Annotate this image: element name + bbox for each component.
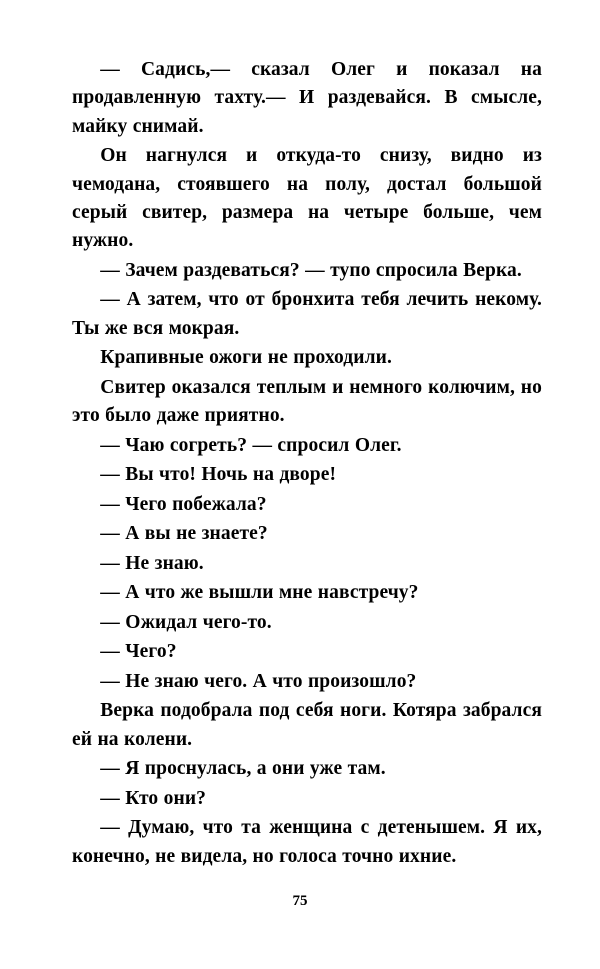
page-number: 75 xyxy=(292,893,308,909)
paragraph: — А вы не знаете? xyxy=(100,523,268,545)
paragraph: — Чаю согреть? — спросил Олег. xyxy=(100,434,402,456)
paragraph: — Зачем раздеваться? — тупо спросила Верка. xyxy=(100,259,522,281)
paragraph: — Не знаю чего. А что произошло? xyxy=(100,670,417,692)
paragraph: — Ожидал чего-то. xyxy=(100,611,272,633)
paragraph: Верка подобрала под себя ноги. Котяра забрался ей на колени. xyxy=(72,700,542,750)
paragraph: — Я проснулась, а они уже там. xyxy=(100,758,386,780)
paragraph: — Думаю, что та женщина с детенышем. Я их, конечно, не видела, но голоса точно ихние. xyxy=(72,817,542,867)
paragraph: — Вы что! Ночь на дворе! xyxy=(100,464,337,486)
paragraph: — Кто они? xyxy=(100,787,207,809)
paragraph: — Чего побежала? xyxy=(100,493,267,515)
page-text-body xyxy=(72,56,542,872)
paragraph: Он нагнулся и откуда-то снизу, видно из чемодана, стоявшего на полу, достал большой серый свитер, размера на четыре больше, чем нужно. xyxy=(72,145,542,252)
paragraph: — А что же вышли мне навстречу? xyxy=(100,582,419,604)
paragraph: — Не знаю. xyxy=(100,552,204,574)
paragraph: Крапивные ожоги не проходили. xyxy=(100,347,392,369)
paragraph: Свитер оказался теплым и немного колючим, но это было даже приятно. xyxy=(72,376,542,427)
paragraph: — Чего? xyxy=(100,641,177,663)
paragraph: — А затем, что от бронхита тебя лечить некому. Ты же вся мокрая. xyxy=(72,289,542,339)
paragraph: — Садись,— сказал Олег и показал на продавленную тахту.— И раздевайся. В смысле, майку снимай. xyxy=(72,59,542,137)
